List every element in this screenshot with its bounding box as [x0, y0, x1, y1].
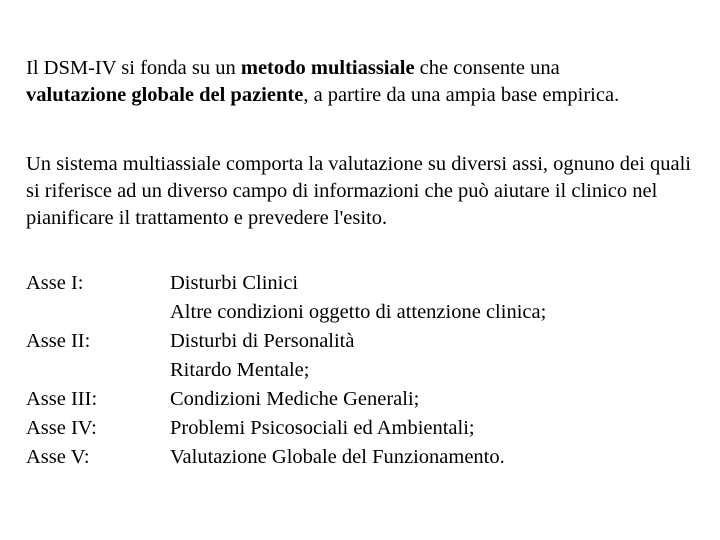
axis-value: Ritardo Mentale;: [170, 359, 310, 381]
axis-label: Asse II:: [26, 330, 91, 352]
axis-label: Asse V:: [26, 446, 90, 468]
axis-row: [26, 327, 706, 356]
axis-row: [26, 269, 706, 298]
axis-value: Altre condizioni oggetto di attenzione clinica;: [170, 301, 547, 323]
intro-text-1: Il DSM-IV si fonda su un: [26, 57, 241, 79]
axis-row: [26, 356, 706, 385]
axes-list: [26, 269, 706, 472]
intro-paragraph: [26, 55, 706, 109]
axis-value: Valutazione Globale del Funzionamento.: [170, 446, 505, 468]
axis-row: [26, 414, 706, 443]
axis-label: Asse III:: [26, 388, 98, 410]
axis-value: Disturbi di Personalità: [170, 330, 355, 352]
axis-row: [26, 385, 706, 414]
axis-value: Disturbi Clinici: [170, 272, 299, 294]
axis-value: Condizioni Mediche Generali;: [170, 388, 420, 410]
axis-row: [26, 298, 706, 327]
intro-bold-evaluation: valutazione globale del paziente: [26, 84, 304, 106]
axis-row: [26, 443, 706, 472]
description-paragraph: Un sistema multiassiale comporta la valutazione su diversi assi, ognuno dei quali si riferisce ad un diverso campo di informazioni che può aiutare il clinico nel pianificare il trattamento e prevedere l'esito.: [26, 153, 691, 229]
axis-label: Asse I:: [26, 272, 84, 294]
axis-label: Asse IV:: [26, 417, 97, 439]
axis-value: Problemi Psicosociali ed Ambientali;: [170, 417, 475, 439]
intro-text-3: , a partire da una ampia base empirica.: [303, 84, 620, 106]
intro-bold-method: metodo multiassiale: [240, 57, 415, 79]
intro-text-2: che consente una: [414, 57, 560, 79]
